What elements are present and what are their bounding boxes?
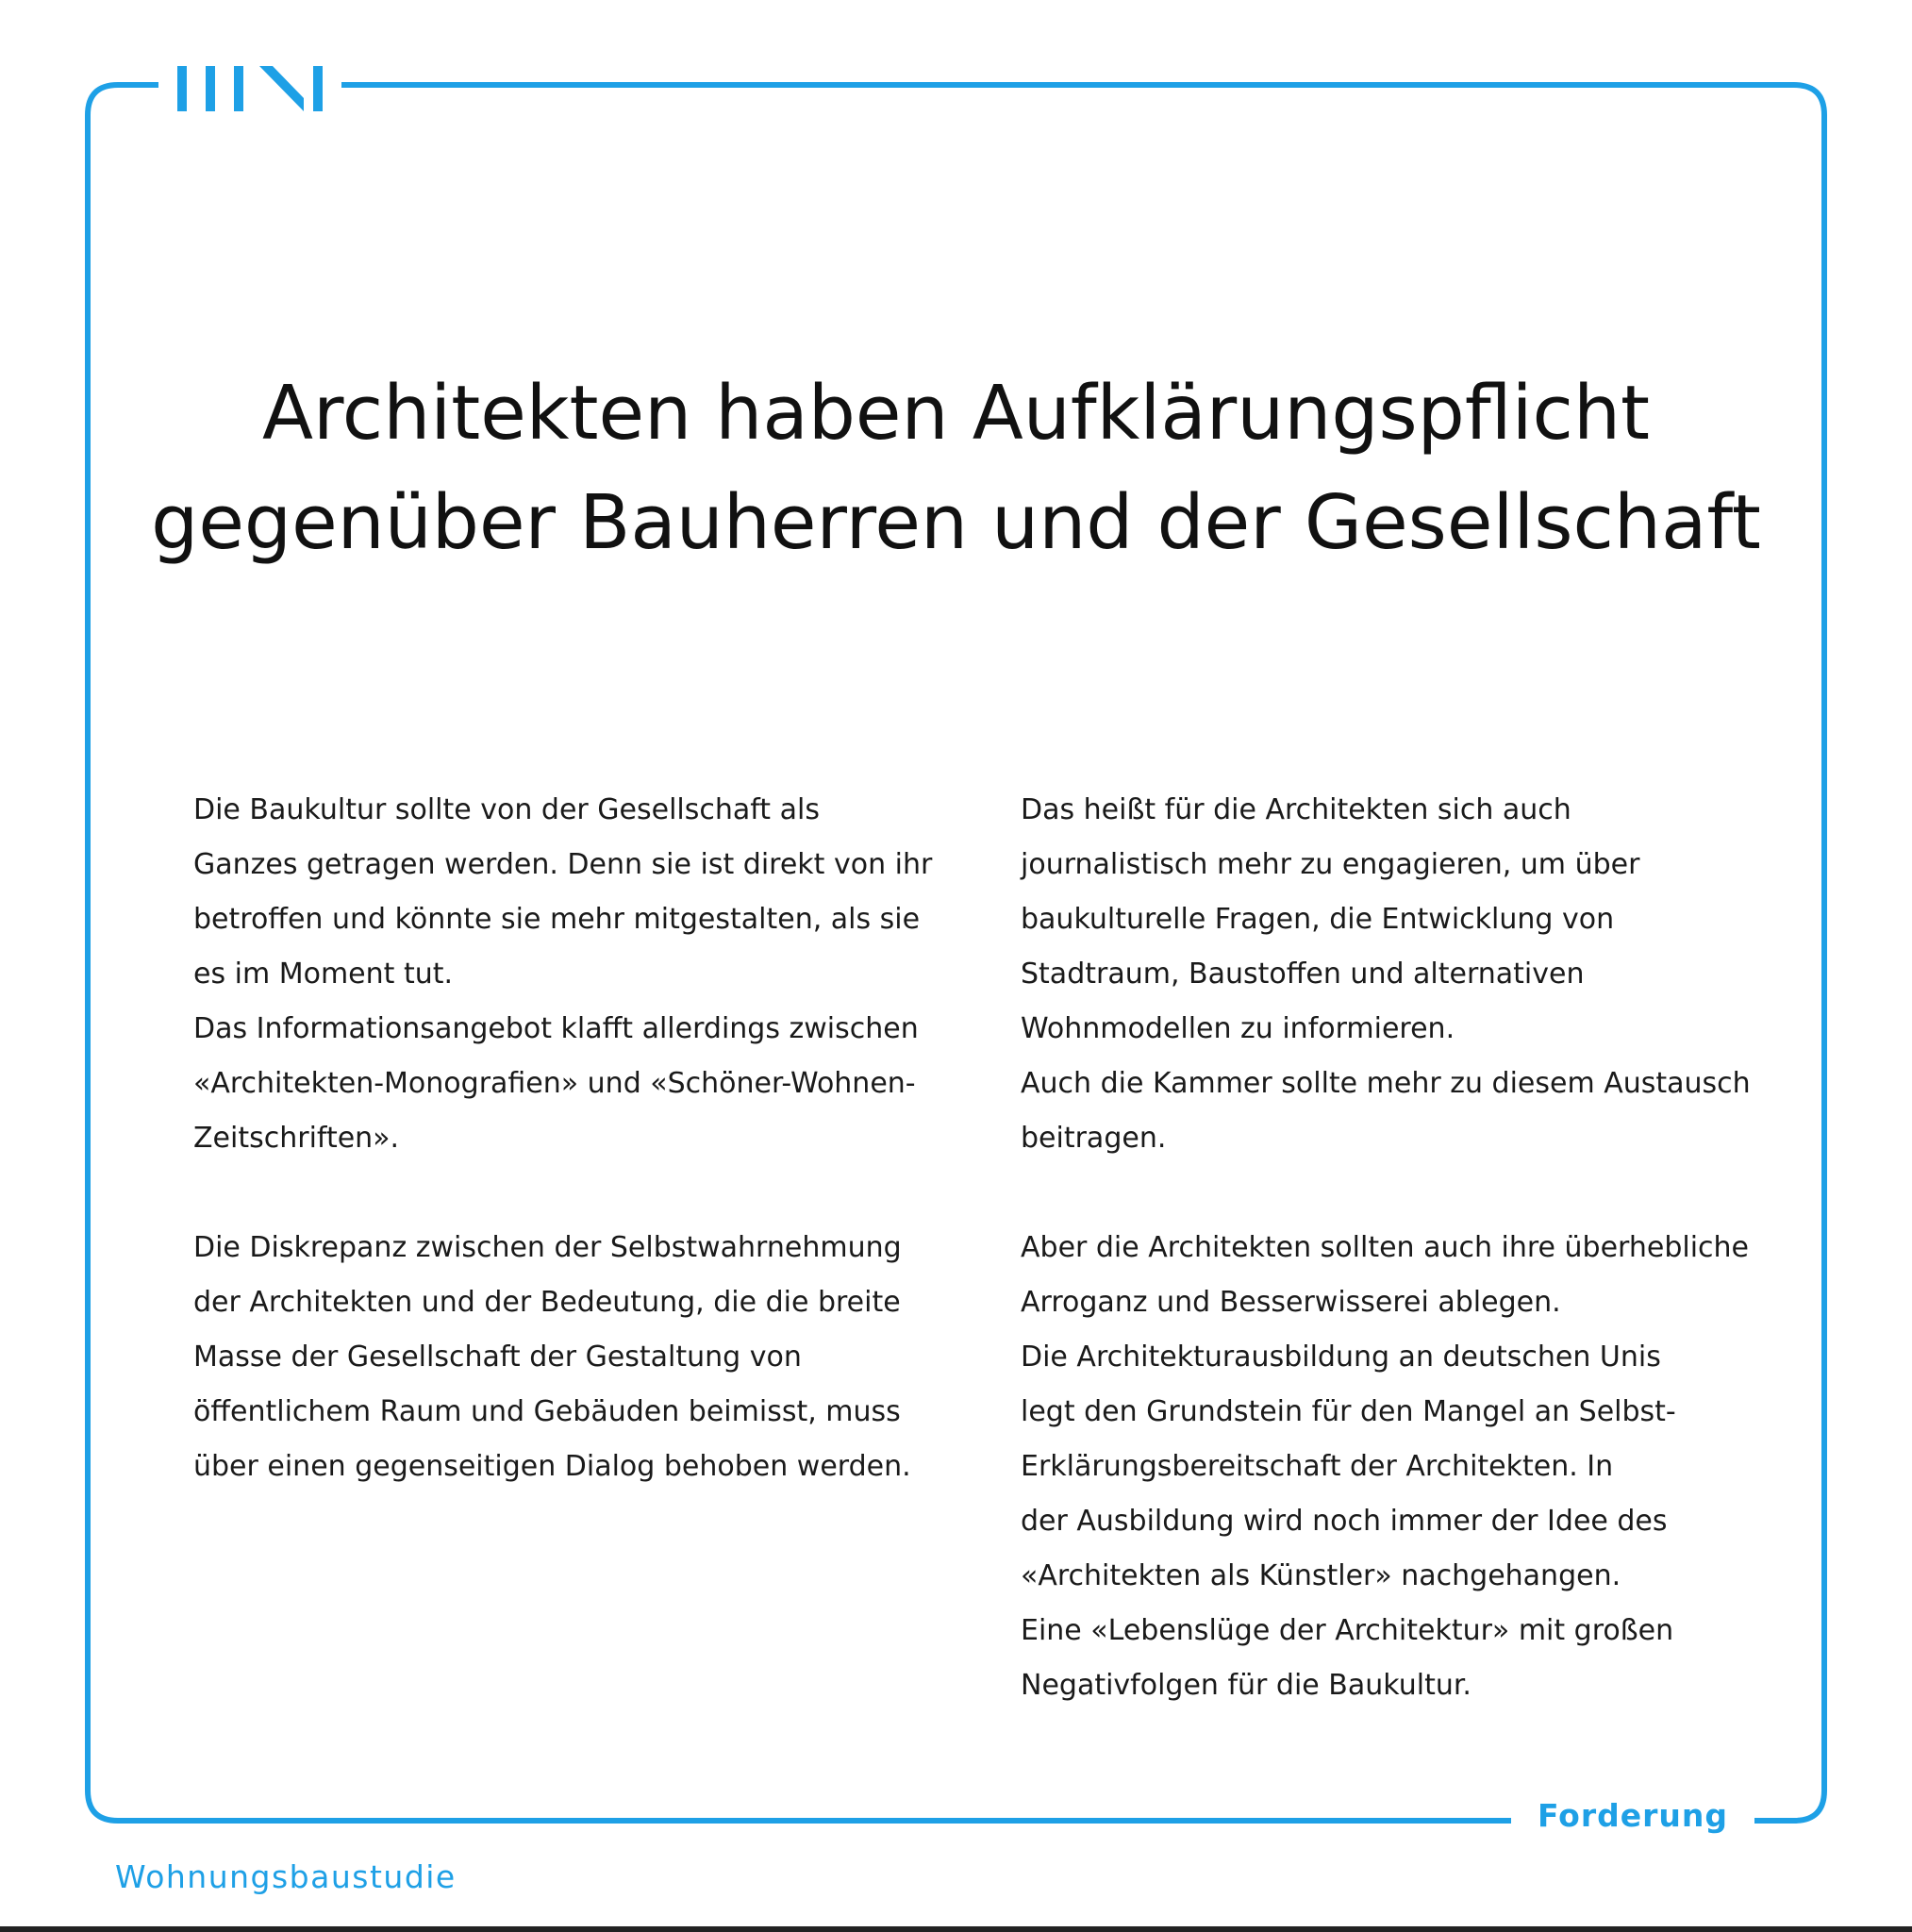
iiiii-logo-icon xyxy=(177,66,323,111)
bottom-rule xyxy=(0,1926,1912,1932)
text-line: Erklärungsbereitschaft der Architekten. In xyxy=(1021,1450,1614,1483)
text-line: Arroganz und Besserwisserei ablegen. xyxy=(1021,1286,1561,1319)
text-line: Das Informationsangebot klafft allerdings zwischen xyxy=(193,1012,919,1045)
text-line: betroffen und könnte sie mehr mitgestalten, als sie xyxy=(193,903,921,936)
text-line: Zeitschriften». xyxy=(193,1122,400,1155)
right-column xyxy=(1021,783,1766,1768)
text-line: journalistisch mehr zu engagieren, um über xyxy=(1021,848,1640,881)
text-line: baukulturelle Fragen, die Entwicklung von xyxy=(1021,903,1615,936)
left-paragraph-1 xyxy=(193,783,939,1166)
section-label: Forderung xyxy=(1537,1797,1729,1834)
text-line: Das heißt für die Architekten sich auch xyxy=(1021,793,1571,826)
frame-top-left xyxy=(88,85,158,115)
text-line: Masse der Gesellschaft der Gestaltung von xyxy=(193,1341,802,1374)
text-line: Ganzes getragen werden. Denn sie ist direkt von ihr xyxy=(193,848,933,881)
page-title xyxy=(94,358,1818,577)
text-line: legt den Grundstein für den Mangel an Selbst- xyxy=(1021,1395,1676,1428)
title-line-2: gegenüber Bauherren und der Gesellschaft xyxy=(151,479,1761,566)
text-line: Stadtraum, Baustoffen und alternativen xyxy=(1021,958,1585,991)
text-line: «Architekten als Künstler» nachgehangen. xyxy=(1021,1559,1621,1592)
left-paragraph-2 xyxy=(193,1221,939,1494)
text-line: «Architekten-Monografien» und «Schöner-Wohnen- xyxy=(193,1067,916,1100)
footer-label: Wohnungsbaustudie xyxy=(115,1858,457,1895)
text-line: Negativfolgen für die Baukultur. xyxy=(1021,1669,1471,1702)
text-line: Die Diskrepanz zwischen der Selbstwahrnehmung xyxy=(193,1231,902,1264)
right-paragraph-1 xyxy=(1021,783,1766,1166)
left-column xyxy=(193,783,939,1549)
text-line: der Ausbildung wird noch immer der Idee des xyxy=(1021,1505,1668,1538)
text-line: Eine «Lebenslüge der Architektur» mit großen xyxy=(1021,1614,1674,1647)
right-paragraph-2 xyxy=(1021,1221,1766,1713)
text-line: Auch die Kammer sollte mehr zu diesem Austausch xyxy=(1021,1067,1751,1100)
text-line: Aber die Architekten sollten auch ihre überhebliche xyxy=(1021,1231,1750,1264)
text-line: Die Baukultur sollte von der Gesellschaft als xyxy=(193,793,820,826)
text-line: über einen gegenseitigen Dialog behoben werden. xyxy=(193,1450,911,1483)
text-line: Die Architekturausbildung an deutschen Unis xyxy=(1021,1341,1661,1374)
text-line: es im Moment tut. xyxy=(193,958,454,991)
text-line: Wohnmodellen zu informieren. xyxy=(1021,1012,1455,1045)
text-line: beitragen. xyxy=(1021,1122,1167,1155)
title-line-1: Architekten haben Aufklärungspflicht xyxy=(261,370,1651,457)
text-line: der Architekten und der Bedeutung, die die breite xyxy=(193,1286,901,1319)
text-line: öffentlichem Raum und Gebäuden beimisst, muss xyxy=(193,1395,901,1428)
